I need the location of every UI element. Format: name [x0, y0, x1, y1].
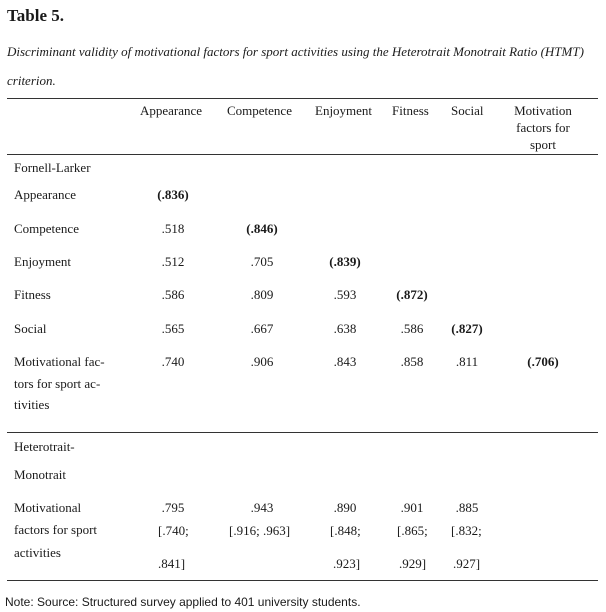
htmt-value-appearance: .795 — [161, 500, 185, 515]
cell-motivational-fitness: .858 — [400, 354, 424, 369]
cell-motivational-motivation: (.706) — [527, 354, 559, 369]
htmt-row-label-l1: Motivational — [14, 500, 82, 515]
cell-enjoyment-competence: .705 — [250, 254, 274, 269]
cell-competence-competence: (.846) — [246, 221, 278, 236]
header-competence: Competence — [227, 103, 292, 118]
htmt-row-label-l2: factors for sport — [14, 522, 98, 537]
cell-fitness-competence: .809 — [250, 287, 274, 302]
table-title: Table 5. — [7, 6, 65, 25]
htmt-interval-appearance-lower: [.740; — [158, 523, 189, 538]
row-label-motivational-factors-l3: tivities — [14, 397, 50, 412]
cell-motivational-competence: .906 — [250, 354, 274, 369]
htmt-interval-fitness-upper: .929] — [399, 556, 427, 571]
row-label-social: Social — [14, 321, 47, 336]
section-label-heterotrait-l1: Heterotrait- — [14, 439, 75, 454]
header-motivation-factors: Motivation factors for sport — [514, 103, 572, 152]
cell-motivational-social: .811 — [455, 354, 479, 369]
cell-motivational-enjoyment: .843 — [333, 354, 357, 369]
header-rule — [7, 154, 598, 155]
cell-social-appearance: .565 — [161, 321, 185, 336]
header-social: Social — [451, 103, 484, 118]
row-label-motivational-factors-l1: Motivational fac- — [14, 354, 105, 369]
cell-competence-appearance: .518 — [161, 221, 185, 236]
cell-social-enjoyment: .638 — [333, 321, 357, 336]
htmt-interval-fitness-lower: [.865; — [397, 523, 428, 538]
cell-appearance-appearance: (.836) — [157, 187, 189, 202]
row-label-competence: Competence — [14, 221, 79, 236]
row-label-fitness: Fitness — [14, 287, 51, 302]
section-label-fornell-larker: Fornell-Larker — [14, 160, 91, 175]
cell-enjoyment-enjoyment: (.839) — [329, 254, 361, 269]
cell-fitness-fitness: (.872) — [396, 287, 428, 302]
cell-motivational-appearance: .740 — [161, 354, 185, 369]
row-label-enjoyment: Enjoyment — [14, 254, 72, 269]
cell-social-social: (.827) — [451, 321, 483, 336]
htmt-value-fitness: .901 — [400, 500, 424, 515]
htmt-value-social: .885 — [455, 500, 479, 515]
section-label-heterotrait-l2: Monotrait — [14, 467, 66, 482]
header-fitness: Fitness — [392, 103, 429, 118]
bottom-rule — [7, 580, 598, 581]
htmt-interval-appearance-upper: .841] — [158, 556, 186, 571]
header-appearance: Appearance — [140, 103, 203, 118]
cell-fitness-appearance: .586 — [161, 287, 185, 302]
htmt-interval-social-lower: [.832; — [451, 523, 482, 538]
row-label-appearance: Appearance — [14, 187, 77, 202]
htmt-value-enjoyment: .890 — [333, 500, 357, 515]
htmt-interval-enjoyment-lower: [.848; — [330, 523, 361, 538]
htmt-interval-social-upper: .927] — [453, 556, 481, 571]
cell-fitness-enjoyment: .593 — [333, 287, 357, 302]
cell-social-competence: .667 — [250, 321, 274, 336]
cell-social-fitness: .586 — [400, 321, 424, 336]
top-rule — [7, 98, 598, 99]
cell-enjoyment-appearance: .512 — [161, 254, 185, 269]
header-enjoyment: Enjoyment — [315, 103, 373, 118]
htmt-row-label-l3: activities — [14, 545, 61, 560]
htmt-interval-enjoyment-upper: .923] — [333, 556, 361, 571]
row-label-motivational-factors-l2: tors for sport ac- — [14, 376, 101, 391]
table-note: Note: Source: Structured survey applied to 401 university students. — [5, 595, 361, 609]
table-caption: Discriminant validity of motivational factors for sport activities using the Heterotrait Monotrait Ratio (HTMT) criterion. — [7, 44, 584, 88]
htmt-value-competence: .943 — [250, 500, 274, 515]
htmt-interval-competence: [.916; .963] — [229, 523, 291, 538]
section-rule — [7, 432, 598, 433]
